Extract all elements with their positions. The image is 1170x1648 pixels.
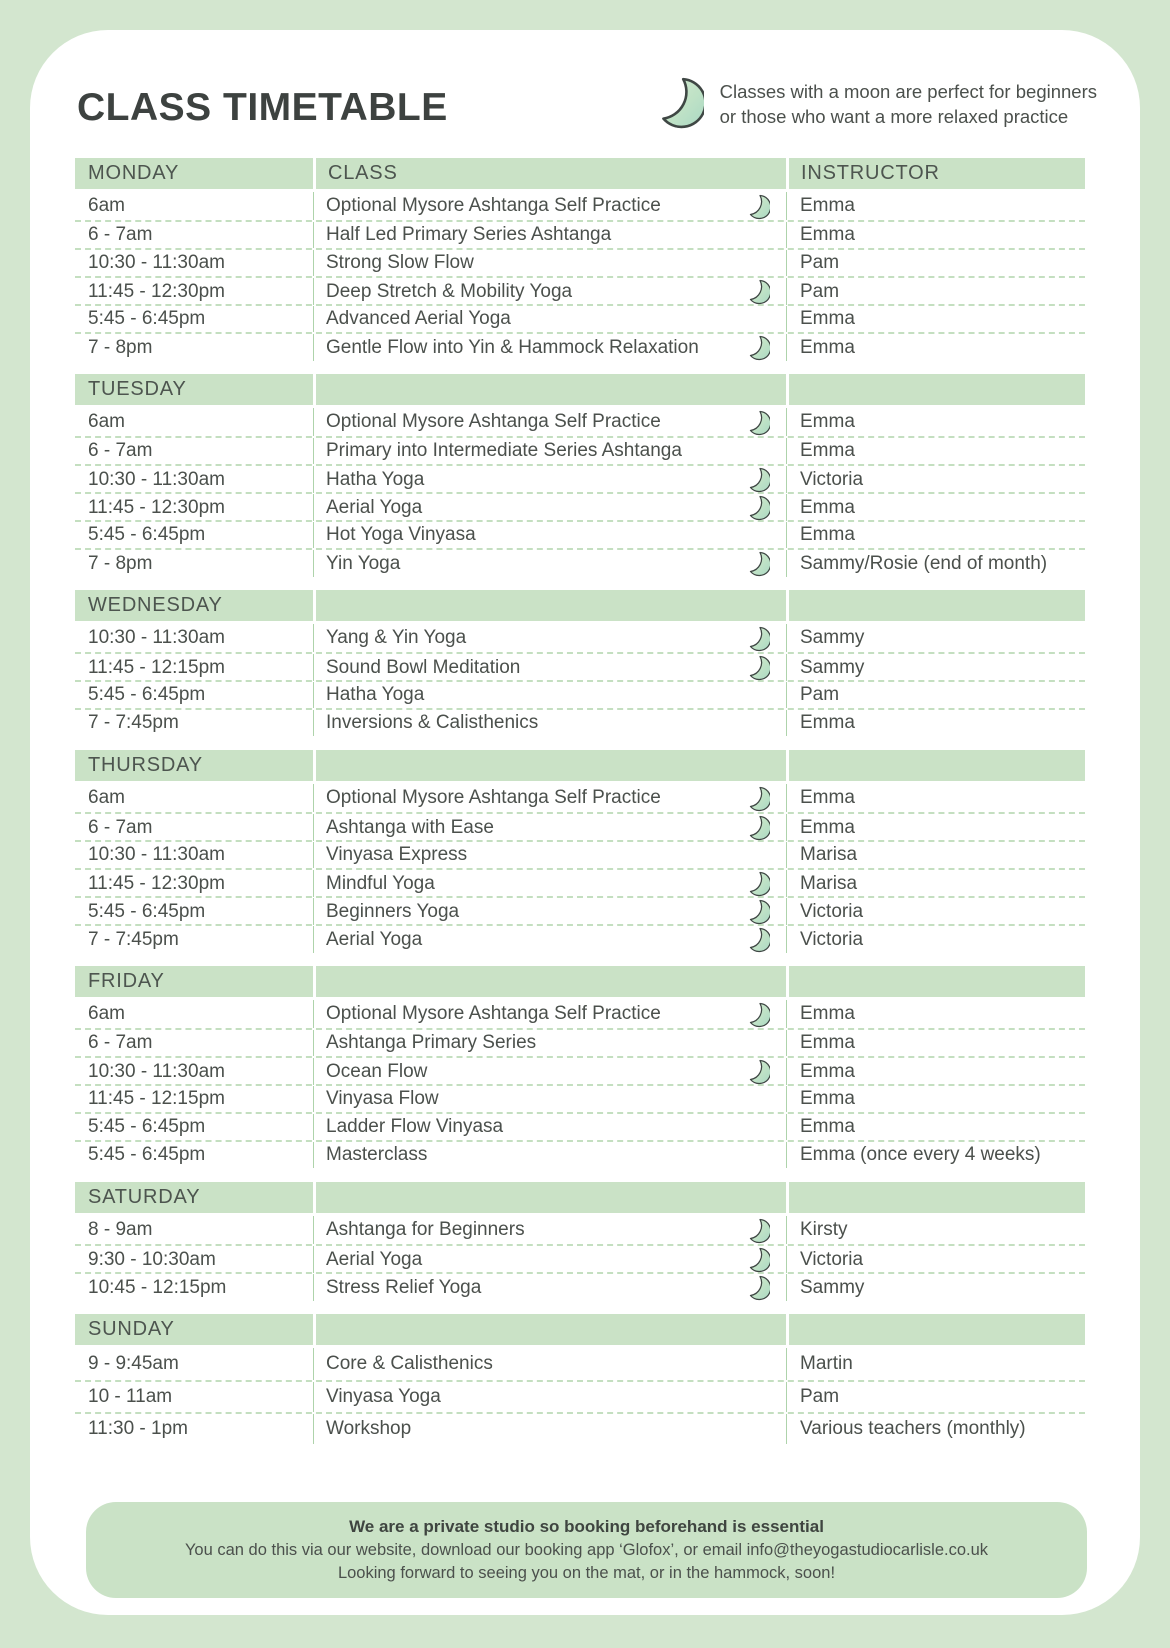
class-name: Half Led Primary Series Ashtanga (326, 224, 612, 245)
column-header-instructor (786, 374, 1085, 405)
time-cell: 10:30 - 11:30am (88, 1060, 225, 1082)
class-cell (313, 784, 786, 812)
time-cell: 5:45 - 6:45pm (88, 1116, 206, 1137)
class-name: Strong Slow Flow (326, 252, 474, 273)
time-cell: 10 - 11am (88, 1386, 173, 1407)
moon-icon (745, 1246, 770, 1273)
time-cell: 7 - 7:45pm (88, 928, 179, 950)
day-label: SUNDAY (88, 1318, 175, 1340)
class-name: Yin Yoga (326, 552, 401, 574)
class-name: Vinyasa Yoga (326, 1386, 441, 1407)
instructor-cell: Victoria (786, 466, 1085, 493)
column-header-class (313, 966, 786, 997)
class-cell (313, 438, 786, 464)
time-cell: 11:45 - 12:15pm (88, 656, 225, 678)
class-row (75, 520, 1085, 548)
class-name: Hot Yoga Vinyasa (326, 524, 476, 545)
instructor-cell: Pam (786, 278, 1085, 305)
day-header-band (75, 1182, 1085, 1213)
time-cell: 11:45 - 12:30pm (88, 872, 225, 894)
class-name: Vinyasa Express (326, 844, 468, 865)
beginners-legend (652, 74, 1097, 130)
time-cell: 7 - 8pm (88, 552, 153, 574)
instructor-cell: Emma (786, 784, 1085, 812)
day-rows (75, 189, 1085, 365)
column-header-instructor (786, 590, 1085, 621)
column-header-instructor (786, 966, 1085, 997)
moon-icon (745, 870, 770, 897)
class-name: Primary into Intermediate Series Ashtanga (326, 440, 682, 461)
class-cell (313, 1382, 786, 1412)
class-cell (313, 1274, 786, 1301)
class-name: Aerial Yoga (326, 1248, 423, 1270)
moon-icon (745, 1058, 770, 1085)
class-cell (313, 306, 786, 332)
moon-icon (745, 409, 770, 436)
class-row (75, 1272, 1085, 1300)
time-cell: 6 - 7am (88, 816, 153, 838)
day-section-saturday (75, 1182, 1085, 1305)
class-cell (313, 466, 786, 493)
class-name: Masterclass (326, 1144, 428, 1165)
column-header-instructor (786, 1314, 1085, 1345)
moon-icon (745, 494, 770, 521)
moon-icon (745, 926, 770, 953)
booking-notice-detail: You can do this via our website, download our booking app ‘Glofox’, or email info@theyogastudiocarlisle.co.uk (184, 1540, 989, 1559)
class-name: Inversions & Calisthenics (326, 712, 539, 733)
day-label: SATURDAY (88, 1186, 201, 1208)
day-section-tuesday (75, 374, 1085, 581)
class-cell (313, 1246, 786, 1273)
class-cell (313, 870, 786, 897)
class-name: Sound Bowl Meditation (326, 656, 521, 678)
class-row (75, 840, 1085, 868)
class-name: Deep Stretch & Mobility Yoga (326, 280, 573, 302)
legend-text (720, 79, 1097, 129)
class-cell (313, 334, 786, 361)
class-cell (313, 1414, 786, 1444)
day-label: THURSDAY (88, 754, 203, 776)
time-cell: 10:30 - 11:30am (88, 844, 225, 865)
column-header-class: CLASS (313, 158, 786, 189)
column-header-instructor (786, 750, 1085, 781)
instructor-cell: Marisa (786, 842, 1085, 868)
time-cell: 10:30 - 11:30am (88, 252, 225, 273)
timetable (75, 158, 1085, 1449)
day-header-band (75, 590, 1085, 621)
class-cell (313, 842, 786, 868)
instructor-cell: Emma (786, 710, 1085, 736)
time-cell: 11:45 - 12:30pm (88, 496, 225, 518)
class-cell (313, 522, 786, 548)
class-name: Hatha Yoga (326, 684, 425, 705)
class-name: Ladder Flow Vinyasa (326, 1116, 504, 1137)
time-cell: 6am (88, 1003, 125, 1024)
legend-line-1: Classes with a moon are perfect for beginners (719, 81, 1097, 102)
class-cell (313, 1086, 786, 1112)
time-cell: 10:30 - 11:30am (88, 468, 225, 490)
column-header-instructor (786, 1182, 1085, 1213)
page-header (75, 72, 1097, 158)
class-row (75, 304, 1085, 332)
instructor-cell: Emma (786, 522, 1085, 548)
class-row (75, 1380, 1085, 1412)
day-header-band (75, 750, 1085, 781)
instructor-cell: Emma (786, 334, 1085, 361)
moon-icon (745, 814, 770, 841)
class-name: Aerial Yoga (326, 928, 423, 950)
time-cell: 11:45 - 12:30pm (88, 280, 225, 302)
class-name: Core & Calisthenics (326, 1353, 493, 1374)
class-cell (313, 654, 786, 681)
instructor-cell: Emma (786, 306, 1085, 332)
instructor-cell: Kirsty (786, 1216, 1085, 1244)
instructor-cell: Various teachers (monthly) (786, 1414, 1085, 1444)
class-cell (313, 1142, 786, 1168)
class-row (75, 1084, 1085, 1112)
class-cell (313, 682, 786, 708)
instructor-cell: Victoria (786, 926, 1085, 953)
day-section-friday (75, 966, 1085, 1173)
time-cell: 6 - 7am (88, 440, 153, 461)
class-cell (313, 192, 786, 220)
day-section-wednesday (75, 590, 1085, 741)
class-row (75, 408, 1085, 436)
class-row (75, 436, 1085, 464)
class-name: Beginners Yoga (326, 900, 460, 922)
class-cell (313, 1114, 786, 1140)
instructor-cell: Victoria (786, 898, 1085, 925)
time-cell: 5:45 - 6:45pm (88, 1144, 206, 1165)
class-row (75, 464, 1085, 492)
day-rows (75, 1213, 1085, 1305)
time-cell: 6 - 7am (88, 1032, 153, 1053)
class-cell (313, 926, 786, 953)
class-row (75, 896, 1085, 924)
column-header-class (313, 590, 786, 621)
day-rows (75, 621, 1085, 741)
class-row (75, 248, 1085, 276)
class-row (75, 652, 1085, 680)
instructor-cell: Martin (786, 1348, 1085, 1380)
instructor-cell: Sammy/Rosie (end of month) (786, 550, 1085, 577)
instructor-cell: Pam (786, 250, 1085, 276)
moon-icon (745, 785, 770, 812)
class-name: Aerial Yoga (326, 496, 423, 518)
time-cell: 9:30 - 10:30am (88, 1248, 216, 1270)
time-cell: 6 - 7am (88, 224, 153, 245)
class-name: Hatha Yoga (326, 468, 425, 490)
day-rows (75, 997, 1085, 1173)
day-label: TUESDAY (88, 378, 187, 400)
class-row (75, 276, 1085, 304)
column-header-class (313, 374, 786, 405)
class-row (75, 868, 1085, 896)
booking-notice-headline: We are a private studio so booking beforehand is essential (349, 1517, 824, 1536)
class-cell (313, 1216, 786, 1244)
class-row (75, 1244, 1085, 1272)
class-cell (313, 250, 786, 276)
class-cell (313, 898, 786, 925)
class-cell (313, 1058, 786, 1085)
moon-icon (745, 1001, 770, 1028)
instructor-cell: Pam (786, 682, 1085, 708)
time-cell: 5:45 - 6:45pm (88, 684, 206, 705)
class-cell (313, 624, 786, 652)
time-cell: 5:45 - 6:45pm (88, 308, 206, 329)
class-cell (313, 710, 786, 736)
class-cell (313, 1348, 786, 1380)
class-name: Advanced Aerial Yoga (326, 308, 511, 329)
class-cell (313, 278, 786, 305)
class-row (75, 708, 1085, 736)
time-cell: 10:45 - 12:15pm (88, 1276, 227, 1298)
legend-line-2: or those who want a more relaxed practice (719, 106, 1069, 127)
moon-icon (652, 74, 704, 130)
class-row (75, 680, 1085, 708)
class-name: Mindful Yoga (326, 872, 435, 894)
class-row (75, 192, 1085, 220)
class-row (75, 812, 1085, 840)
timetable-card (30, 30, 1140, 1615)
time-cell: 5:45 - 6:45pm (88, 900, 206, 922)
class-row (75, 784, 1085, 812)
day-label: MONDAY (88, 162, 180, 184)
day-header-band (75, 374, 1085, 405)
column-header-class (313, 1314, 786, 1345)
class-name: Vinyasa Flow (326, 1088, 439, 1109)
time-cell: 7 - 7:45pm (88, 712, 179, 733)
class-name: Optional Mysore Ashtanga Self Practice (326, 787, 661, 808)
instructor-cell: Sammy (786, 624, 1085, 652)
booking-notice-signoff: Looking forward to seeing you on the mat, or in the hammock, soon! (337, 1564, 836, 1582)
class-row (75, 548, 1085, 576)
time-cell: 6am (88, 195, 125, 216)
class-name: Ashtanga for Beginners (326, 1219, 525, 1240)
class-name: Yang & Yin Yoga (326, 627, 467, 648)
class-row (75, 1000, 1085, 1028)
moon-icon (745, 625, 770, 652)
instructor-cell: Emma (786, 222, 1085, 248)
time-cell: 9 - 9:45am (88, 1353, 179, 1374)
day-header-band (75, 1314, 1085, 1345)
class-row (75, 624, 1085, 652)
time-cell: 7 - 8pm (88, 336, 153, 358)
instructor-cell: Emma (786, 408, 1085, 436)
class-name: Workshop (326, 1418, 412, 1439)
column-header-class (313, 1182, 786, 1213)
time-cell: 8 - 9am (88, 1219, 153, 1240)
class-row (75, 1140, 1085, 1168)
time-cell: 6am (88, 787, 125, 808)
instructor-cell: Pam (786, 1382, 1085, 1412)
instructor-cell: Emma (786, 1058, 1085, 1085)
class-row (75, 1028, 1085, 1056)
class-name: Optional Mysore Ashtanga Self Practice (326, 411, 661, 432)
moon-icon (745, 654, 770, 681)
moon-icon (745, 334, 770, 361)
class-cell (313, 408, 786, 436)
instructor-cell: Emma (786, 1030, 1085, 1056)
class-name: Optional Mysore Ashtanga Self Practice (326, 195, 661, 216)
moon-icon (745, 550, 770, 577)
booking-notice (86, 1502, 1087, 1598)
class-row (75, 1056, 1085, 1084)
moon-icon (745, 1274, 770, 1301)
moon-icon (745, 898, 770, 925)
day-rows (75, 1345, 1085, 1449)
class-name: Stress Relief Yoga (326, 1276, 482, 1298)
day-rows (75, 405, 1085, 581)
class-row (75, 1412, 1085, 1444)
instructor-cell: Emma (786, 1086, 1085, 1112)
class-name: Ashtanga Primary Series (326, 1032, 537, 1053)
class-row (75, 1112, 1085, 1140)
time-cell: 11:30 - 1pm (88, 1418, 188, 1439)
class-cell (313, 1030, 786, 1056)
class-name: Ocean Flow (326, 1060, 428, 1082)
class-row (75, 1216, 1085, 1244)
class-name: Optional Mysore Ashtanga Self Practice (326, 1003, 661, 1024)
class-cell (313, 550, 786, 577)
class-row (75, 332, 1085, 360)
day-section-sunday (75, 1314, 1085, 1449)
class-cell (313, 222, 786, 248)
class-cell (313, 1000, 786, 1028)
instructor-cell: Emma (786, 1000, 1085, 1028)
class-row (75, 220, 1085, 248)
moon-icon (745, 1217, 770, 1244)
day-section-monday (75, 158, 1085, 365)
instructor-cell: Sammy (786, 654, 1085, 681)
instructor-cell: Emma (786, 494, 1085, 521)
instructor-cell: Sammy (786, 1274, 1085, 1301)
page-title: CLASS TIMETABLE (77, 86, 448, 129)
column-header-instructor: INSTRUCTOR (786, 158, 1085, 189)
class-row (75, 1348, 1085, 1380)
class-cell (313, 814, 786, 841)
instructor-cell: Emma (786, 1114, 1085, 1140)
day-header-band (75, 158, 1085, 189)
day-section-thursday (75, 750, 1085, 957)
class-name: Gentle Flow into Yin & Hammock Relaxation (326, 336, 699, 358)
moon-icon (745, 278, 770, 305)
day-label: FRIDAY (88, 970, 165, 992)
class-row (75, 924, 1085, 952)
class-row (75, 492, 1085, 520)
time-cell: 10:30 - 11:30am (88, 627, 225, 648)
moon-icon (745, 466, 770, 493)
instructor-cell: Marisa (786, 870, 1085, 897)
instructor-cell: Victoria (786, 1246, 1085, 1273)
instructor-cell: Emma (once every 4 weeks) (786, 1142, 1085, 1168)
day-label: WEDNESDAY (88, 594, 223, 616)
instructor-cell: Emma (786, 814, 1085, 841)
day-rows (75, 781, 1085, 957)
instructor-cell: Emma (786, 192, 1085, 220)
class-name: Ashtanga with Ease (326, 816, 494, 838)
class-cell (313, 494, 786, 521)
instructor-cell: Emma (786, 438, 1085, 464)
column-header-class (313, 750, 786, 781)
time-cell: 6am (88, 411, 125, 432)
day-header-band (75, 966, 1085, 997)
moon-icon (745, 193, 770, 220)
time-cell: 11:45 - 12:15pm (88, 1088, 225, 1109)
time-cell: 5:45 - 6:45pm (88, 524, 206, 545)
